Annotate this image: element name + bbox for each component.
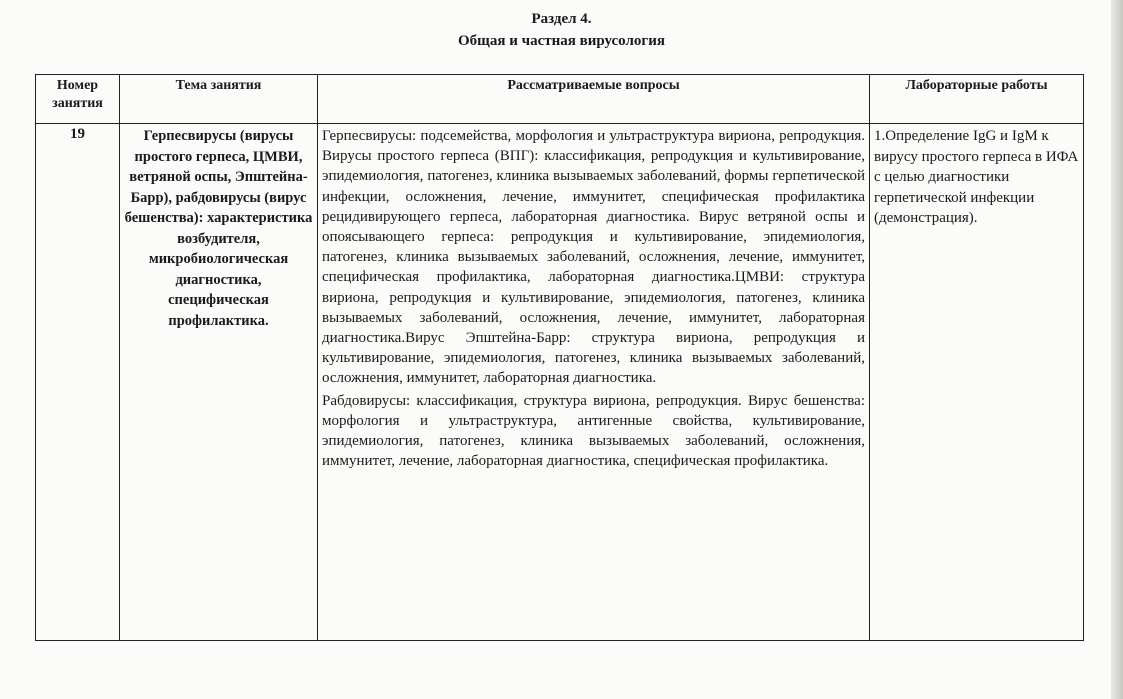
table-header-row [36,75,1084,124]
lesson-topic-cell: Герпесвирусы (вирусы простого герпеса, ЦМВИ, ветряной оспы, Эпштейна-Барр), рабдовирусы (вирус бешенства): характеристика возбудителя, микробиологическая диагностика, специфическая профилактика. [120,124,318,641]
column-header-questions: Рассматриваемые вопросы [318,75,870,124]
section-number: Раздел 4. [531,11,592,27]
lesson-questions-cell [318,124,870,641]
section-title: Общая и частная вирусология [458,33,665,49]
column-header-lab: Лабораторные работы [870,75,1084,124]
questions-paragraph-herpes: Герпесвирусы: подсемейства, морфология и ультраструктура вириона, репродукция. Вирусы простого герпеса (ВПГ): классификация, репродукция и культивирование, эпидемиология, патогенез, клиника вызываемых заболеваний, формы герпетической инфекции, осложнения, лечение, иммунитет, специфическая профилактика рецидивирующего герпеса, лабораторная диагностика. Вирус ветряной оспы и опоясывающего герпеса: репродукция и культивирование, эпидемиология, патогенез, клиника вызываемых заболеваний, осложнения, лечение, иммунитет, специфическая профилактика, лабораторная диагностика.ЦМВИ: структура вириона, репродукция и культивирование, эпидемиология, патогенез, клиника вызываемых заболеваний, осложнения, лечение, иммунитет, лабораторная диагностика.Вирус Эпштейна-Барр: структура вириона, репродукция и культивирование, эпидемиология, патогенез, клиника вызываемых заболеваний, осложнения, иммунитет, лабораторная диагностика. [322,128,865,387]
page-edge-shadow [1111,0,1123,699]
lesson-plan-table [35,74,1084,641]
table-row [36,124,1084,641]
column-header-topic: Тема занятия [120,75,318,124]
column-header-number: Номер занятия [36,75,120,124]
questions-paragraph-rhabdo: Рабдовирусы: классификация, структура вириона, репродукция. Вирус бешенства: морфология и ультраструктура, антигенные свойства, культивирование, эпидемиология, патогенез, клиника вызываемых заболеваний, осложнения, иммунитет, лечение, лабораторная диагностика, специфическая профилактика. [322,392,865,470]
lab-work-cell: 1.Определение IgG и IgM к вирусу простого герпеса в ИФА с целью диагностики герпетической инфекции (демонстрация). [870,124,1084,641]
lesson-number-cell: 19 [36,124,120,641]
section-header [0,8,1123,52]
